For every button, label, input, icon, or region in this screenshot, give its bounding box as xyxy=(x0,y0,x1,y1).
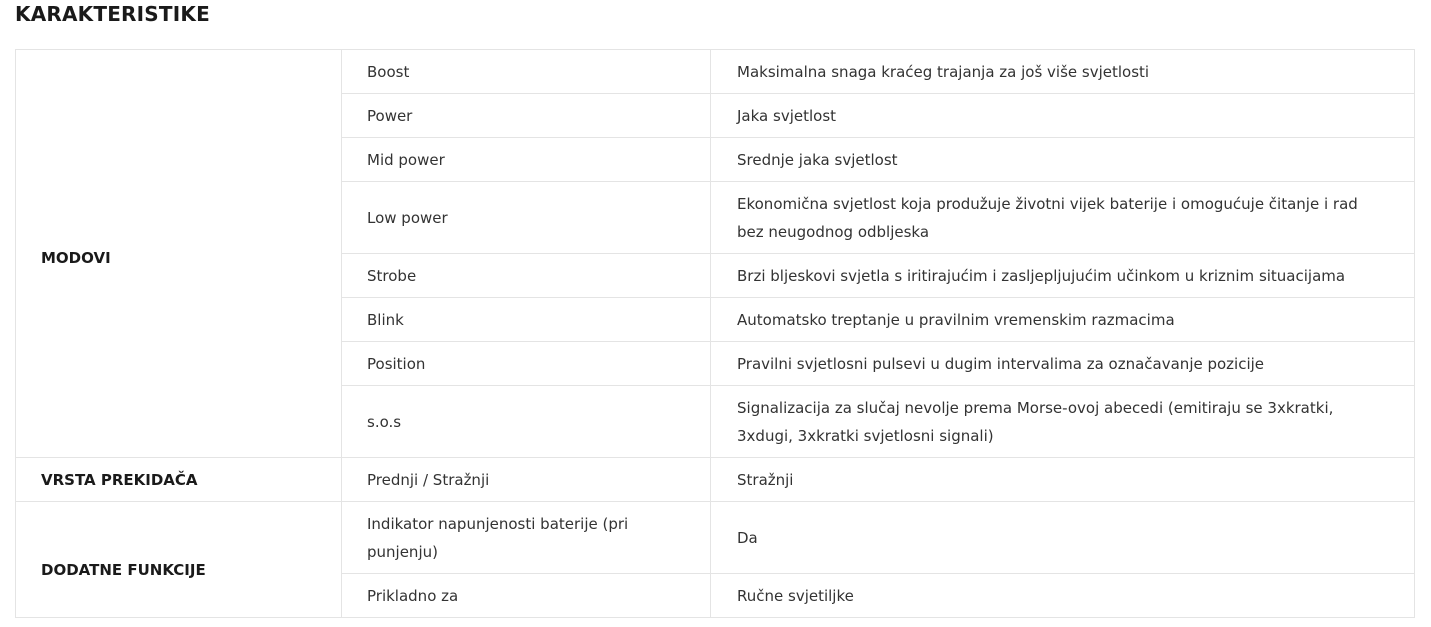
spec-value: Automatsko treptanje u pravilnim vremenskim razmacima xyxy=(711,298,1415,342)
spec-value: Da xyxy=(711,502,1415,574)
table-row xyxy=(16,502,1415,574)
spec-key: Indikator napunjenosti baterije (pri punjenju) xyxy=(342,502,711,574)
spec-key: Prednji / Stražnji xyxy=(342,458,711,502)
spec-value: Brzi bljeskovi svjetla s iritirajućim i zasljepljujućim učinkom u kriznim situacijama xyxy=(711,254,1415,298)
group-label-modovi: MODOVI xyxy=(16,50,342,458)
page-title: KARAKTERISTIKE xyxy=(15,2,210,26)
spec-key: Prikladno za xyxy=(342,574,711,618)
spec-key: Strobe xyxy=(342,254,711,298)
spec-value: Ručne svjetiljke xyxy=(711,574,1415,618)
characteristics-table xyxy=(15,49,1415,618)
spec-key: Mid power xyxy=(342,138,711,182)
spec-key: Position xyxy=(342,342,711,386)
spec-value: Srednje jaka svjetlost xyxy=(711,138,1415,182)
spec-key: Boost xyxy=(342,50,711,94)
table-row xyxy=(16,50,1415,94)
spec-value: Maksimalna snaga kraćeg trajanja za još više svjetlosti xyxy=(711,50,1415,94)
group-label-vrsta-prekidaca: VRSTA PREKIDAČA xyxy=(16,458,342,502)
group-label-dodatne-funkcije: DODATNE FUNKCIJE xyxy=(16,502,342,618)
table-row xyxy=(16,458,1415,502)
spec-value: Signalizacija za slučaj nevolje prema Morse-ovoj abecedi (emitiraju se 3xkratki, 3xdugi, 3xkratki svjetlosni signali) xyxy=(711,386,1415,458)
spec-value: Ekonomična svjetlost koja produžuje životni vijek baterije i omogućuje čitanje i rad bez neugodnog odbljeska xyxy=(711,182,1415,254)
spec-value: Stražnji xyxy=(711,458,1415,502)
spec-key: Power xyxy=(342,94,711,138)
spec-key: s.o.s xyxy=(342,386,711,458)
spec-key: Low power xyxy=(342,182,711,254)
spec-value: Jaka svjetlost xyxy=(711,94,1415,138)
spec-value: Pravilni svjetlosni pulsevi u dugim intervalima za označavanje pozicije xyxy=(711,342,1415,386)
spec-key: Blink xyxy=(342,298,711,342)
